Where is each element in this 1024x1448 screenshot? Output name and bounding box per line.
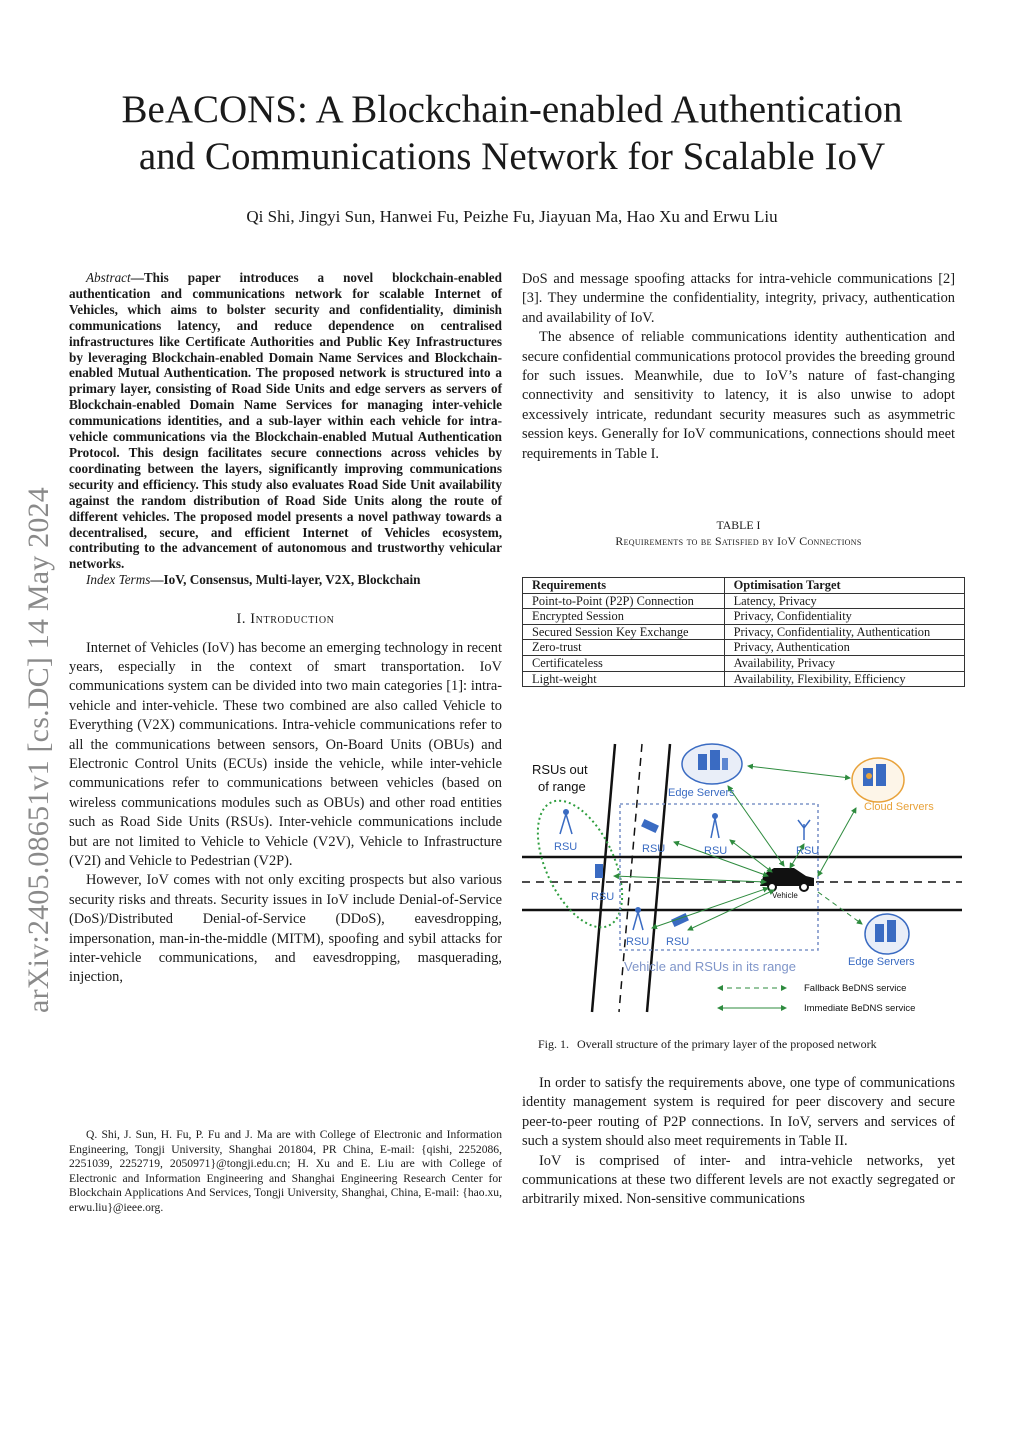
table-cell: Encrypted Session: [523, 609, 725, 625]
rsu-label: RSU: [704, 845, 728, 857]
table-row: [523, 624, 965, 640]
table-cell: Privacy, Authentication: [724, 640, 964, 656]
intro-paragraph-1: Internet of Vehicles (IoV) has become an emerging technology in recent years, especially in the context of smart transportation. IoV communications system can be divided into two main categories [1]: intra-vehicle and inter-vehicle. These two combined are also called Vehicle to Everything (V2X) communications. Intra-vehicle communications refer to all the communications between sensors, On-Board Units (OBUs) and Electronic Control Units (ECUs) inside the vehicle, while inter-vehicle communications refer to communications between vehicles (based on wireless communications modules such as OBUs) and other road entities such as Road Side Units (RSUs). Inter-vehicle communications include but are not limited to Vehicle to Vehicle (V2V), Vehicle to Infrastructure (V2I) and Vehicle to Pedestrian (V2P).: [69, 639, 502, 869]
table-cell: Availability, Privacy: [724, 655, 964, 671]
abstract: [69, 270, 502, 572]
legend: [718, 983, 915, 1014]
edge-servers-bottom-icon: [865, 914, 909, 954]
table-cell: Availability, Flexibility, Efficiency: [724, 671, 964, 687]
table-row: [523, 609, 965, 625]
vehicle-label: Vehicle: [772, 891, 798, 900]
table-cell: Point-to-Point (P2P) Connection: [523, 593, 725, 609]
table-caption: [522, 517, 955, 549]
fallback-service-arrow: [818, 892, 862, 924]
author-affiliation-footnote: [69, 1128, 502, 1216]
table-row: [523, 671, 965, 687]
intro-paragraph-2-continued: DoS and message spoofing attacks for intra-vehicle communications [2][3]. They undermine the confidentiality, integrity, privacy, authentication and availability of IoV.: [522, 271, 955, 326]
table-cell: Privacy, Confidentiality, Authentication: [724, 624, 964, 640]
range-label: Vehicle and RSUs in its range: [624, 959, 796, 974]
table-cell: Light-weight: [523, 671, 725, 687]
table-label: TABLE I: [716, 518, 761, 532]
rsu-antenna-icon: [595, 864, 603, 878]
table-cell: Latency, Privacy: [724, 593, 964, 609]
requirements-table: [522, 577, 965, 687]
rsus-out-label-2: of range: [538, 779, 586, 794]
vehicle-icon: [760, 868, 814, 891]
figure-caption: [538, 1037, 958, 1052]
table-cell: Secured Session Key Exchange: [523, 624, 725, 640]
table-row: [523, 655, 965, 671]
arxiv-identifier: arXiv:2405.08651v1 [cs.DC] 14 May 2024: [22, 487, 55, 1013]
cloud-servers-label: Cloud Servers: [864, 801, 934, 813]
intro-paragraph-2: However, IoV comes with not only exciting prospects but also various security risks and threats. Security issues in IoV include Denial-of-Service (DoS)/Distributed Denial-of-Service (DDoS), eavesdropping, impersonation, man-in-the-middle (MITM), spoofing and sybil attacks for inter-vehicle communications, and eavesdropping, masquerading, injection,: [69, 872, 502, 986]
section-heading-introduction: [69, 610, 502, 629]
table-header-row: [523, 578, 965, 594]
table-row: [523, 593, 965, 609]
rsu-label: RSU: [642, 843, 666, 855]
rsus-out-label-1: RSUs out: [532, 762, 588, 777]
out-of-range-ellipse: [522, 788, 640, 940]
footnote-text: Q. Shi, J. Sun, H. Fu, P. Fu and J. Ma are with College of Electronic and Information Engineering, Tongji University, Shanghai 201804, PR China, E-mail: {qishi, 2252086, 2251039, 2252719, 2050971}@tongji.edu.cn; H. Xu and E. Liu are with College of Electronic and Information Engineering and Shanghai Engineering Research Center for Blockchain Applications And Services, Tongji University, Shanghai, China, E-mail: {hao.xu, erwu.liu}@ieee.org.: [69, 1128, 502, 1214]
table-row: [523, 640, 965, 656]
edge-servers-top-label: Edge Servers: [668, 787, 735, 799]
right-column-lower: [522, 1074, 955, 1210]
rsu-antenna-icon: [711, 813, 719, 838]
rsu-label: RSU: [666, 936, 690, 948]
table-cell: Certificateless: [523, 655, 725, 671]
network-structure-figure: [522, 732, 972, 1022]
table-header: Requirements: [523, 578, 725, 594]
table-cell: Zero-trust: [523, 640, 725, 656]
table-header: Optimisation Target: [724, 578, 964, 594]
section-number: I.: [236, 611, 247, 628]
table-title: Requirements to be Satisfied by IoV Connections: [615, 534, 862, 548]
figure-label: Fig. 1.: [538, 1037, 570, 1051]
left-column: [69, 270, 502, 988]
table-cell: Privacy, Confidentiality: [724, 609, 964, 625]
legend-immediate-label: Immediate BeDNS service: [804, 1003, 916, 1014]
rsu-camera-icon: [641, 819, 659, 833]
rsu-label: RSU: [591, 891, 615, 903]
abstract-label: Abstract: [86, 270, 131, 285]
title-line-1: BeACONS: A Blockchain-enabled Authentication: [121, 88, 903, 131]
intro-paragraph-5: IoV is comprised of inter- and intra-vehicle networks, yet communications at these two different levels are not exactly segregated or arbitrarily mixed. Non-sensitive communications: [522, 1152, 955, 1208]
rsu-antenna-icon: [560, 809, 572, 834]
index-terms-text: —IoV, Consensus, Multi-layer, V2X, Blockchain: [150, 572, 421, 588]
intro-paragraph-4: In order to satisfy the requirements above, one type of communications identity management system is required for peer discovery and secure peer-to-peer routing of P2P connections. In IoV, servers and services of such a system should also meet requirements in Table II.: [522, 1075, 955, 1150]
cloud-servers-icon: [852, 758, 904, 802]
arxiv-sidebar: [14, 430, 64, 1070]
index-terms-label: Index Terms: [86, 572, 151, 588]
edge-servers-bottom-label: Edge Servers: [848, 956, 915, 968]
right-column: [522, 270, 955, 464]
intro-paragraph-3: The absence of reliable communications identity authentication and secure confidential communications protocol provides the breeding ground for such issues. Meanwhile, due to IoV’s nature of fast-changing connectivity and sensitivity to latency, it is also unwise to adopt excessively intricate, redundant security measures such as asymmetric session keys. Generally for IoV communications, connections should meet requirements in Table I.: [522, 329, 955, 462]
figure-caption-text: Overall structure of the primary layer of the proposed network: [577, 1037, 877, 1051]
rsu-label: RSU: [554, 841, 578, 853]
abstract-text: —This paper introduces a novel blockchain-enabled authentication and communications network for scalable Internet of Vehicles, which aims to bolster security and confidentiality, diminish communications latency, and reduce dependence on centralised infrastructures like Certificate Authorities and Public Key Infrastructures by leveraging Blockchain-enabled Domain Name Services and Blockchain-enabled Mutual Authentication. The proposed network is structured into a primary layer, consisting of Road Side Units and edge servers as servers of Blockchain-enabled Domain Name Services for managing inter-vehicle communications identities, and a sub-layer within each vehicle for intra-vehicle communications via the Blockchain-enabled Mutual Authentication Protocol. This design facilitates secure connections across vehicles by coordinating between the layers, significantly improving communications security and efficiency. This study also evaluates Road Side Unit availability against the random distribution of Road Side Units along the route of different vehicles. The proposed model presents a novel pathway towards a decentralised, secure, and efficient Internet of Vehicles ecosystem, contributing to the advancement of autonomous and trustworthy vehicular networks.: [69, 270, 502, 572]
rsu-label: RSU: [796, 845, 820, 857]
edge-servers-top-icon: [682, 744, 742, 784]
title-line-2: and Communications Network for Scalable IoV: [138, 135, 886, 178]
section-title: Introduction: [250, 611, 335, 628]
rsu-mast-icon: [798, 820, 810, 840]
paper-title: [0, 86, 1024, 180]
index-terms: [69, 572, 502, 588]
author-list: Qi Shi, Jingyi Sun, Hanwei Fu, Peizhe Fu, Jiayuan Ma, Hao Xu and Erwu Liu: [246, 207, 778, 226]
legend-fallback-label: Fallback BeDNS service: [804, 983, 907, 994]
rsu-label: RSU: [626, 936, 650, 948]
